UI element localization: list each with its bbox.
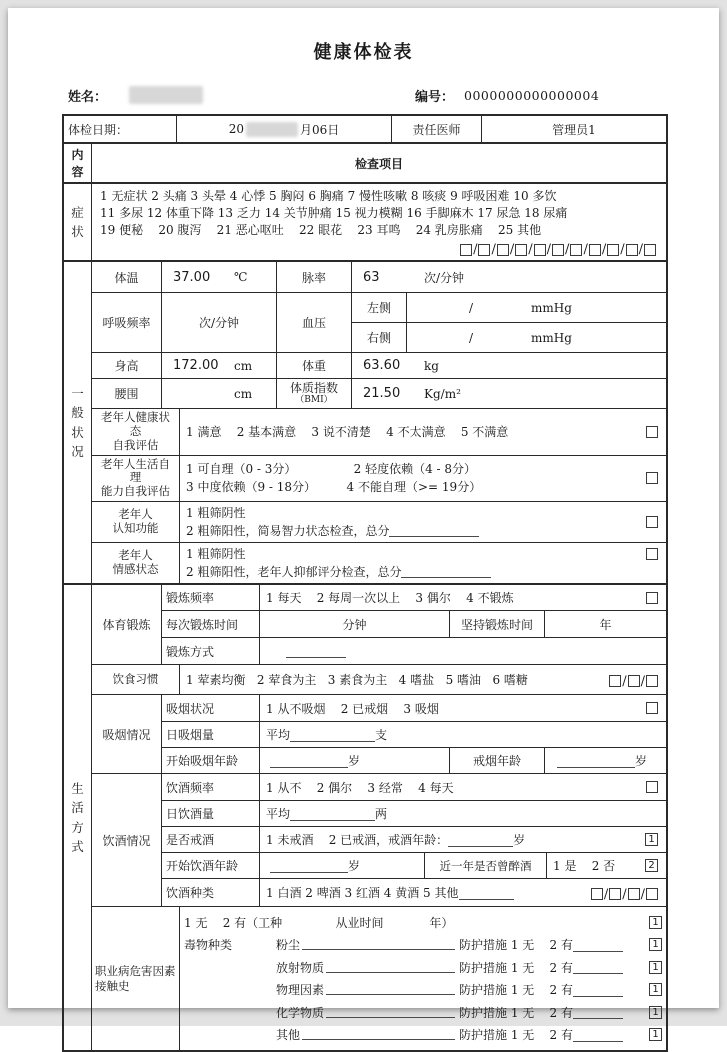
exercise-time-unit: 分钟 — [342, 617, 367, 632]
toxin-name: 化学物质 — [276, 1005, 325, 1020]
exercise-mode-row — [162, 637, 666, 664]
elder-health-label-line2: 自我评估 — [112, 437, 159, 452]
exam-date-prefix: 20 — [228, 122, 244, 136]
smoking-daily-prefix: 平均 — [266, 728, 291, 743]
drinking-quit-unit: 岁 — [513, 833, 526, 848]
drunk-options: 1 是 2 否 — [553, 859, 616, 874]
bp-right-value[interactable] — [407, 323, 666, 352]
drinking-kind-checkbox-group[interactable]: / / / — [514, 887, 660, 902]
elder-health-row — [92, 408, 666, 454]
toxin-row-chemical — [184, 1001, 662, 1024]
protection-text: 防护措施 1 无 2 有 — [459, 1028, 573, 1043]
toxin-indent — [184, 1028, 276, 1042]
toxin-blank[interactable] — [326, 981, 455, 995]
smoking-status-checkbox[interactable] — [646, 702, 658, 714]
bp-left-row — [352, 293, 666, 322]
breathing-unit: 次/分钟 — [198, 316, 240, 331]
bmi-unit: Kg/m² — [424, 386, 461, 401]
toxin-blank[interactable] — [326, 959, 455, 973]
drinking-daily-label: 日饮酒量 — [162, 801, 260, 826]
checkbox[interactable] — [626, 244, 638, 256]
cognition-checkbox[interactable] — [646, 516, 658, 528]
elder-selfcare-options-line1: 1 可自理（0 - 3分） 2 轻度依赖（4 - 8分） — [186, 462, 477, 477]
toxin-indent — [184, 1005, 276, 1019]
items-column-header: 检查项目 — [354, 156, 403, 171]
smoking-quit-blank[interactable] — [557, 754, 635, 768]
temperature-pulse-row — [92, 262, 666, 292]
form-title: 健康体检表 — [313, 42, 414, 63]
smoking-quit-label: 戒烟年龄 — [450, 748, 545, 773]
name-redaction — [129, 86, 203, 104]
diet-row — [92, 664, 666, 694]
serial-label: 编号： — [415, 89, 455, 105]
drinking-daily-row — [162, 800, 666, 826]
protection-blank[interactable] — [573, 1028, 623, 1042]
symptoms-line-3: 19 便秘 20 腹泻 21 恶心呕吐 22 眼花 23 耳鸣 24 乳房胀痛 25 其他 — [100, 223, 542, 238]
emotion-checkbox[interactable] — [646, 548, 658, 560]
content-column-header: 内容 — [64, 144, 92, 182]
table-header-row — [64, 142, 666, 182]
bp-left-label: 左侧 — [352, 293, 407, 322]
height-value-cell — [162, 353, 277, 378]
toxin-indent — [184, 983, 276, 997]
smoking-age-row — [162, 747, 666, 773]
emotion-line1: 1 粗筛阴性 — [186, 547, 246, 562]
bmi-label-cell — [277, 379, 352, 408]
toxin-answer-box[interactable]: 1 — [649, 1006, 662, 1019]
elder-health-options-cell — [180, 409, 666, 454]
weight-unit: kg — [424, 358, 439, 373]
cognition-line2: 2 粗筛阳性，简易智力状态检查，总分 — [186, 522, 646, 540]
drinking-daily-prefix: 平均 — [266, 807, 291, 822]
checkbox[interactable] — [609, 675, 621, 687]
temperature-label: 体温 — [92, 262, 162, 292]
exercise-frequency-options-cell — [260, 585, 666, 610]
drinking-daily-unit: 两 — [375, 807, 388, 822]
smoking-quit-value-cell — [545, 748, 666, 773]
symptoms-section-label: 症状 — [71, 204, 84, 240]
occupational-label-line2: 接触史 — [95, 978, 130, 993]
occupational-label-line1: 职业病危害因素 — [95, 964, 176, 979]
smoking-start-unit: 岁 — [348, 754, 361, 769]
exam-date-suffix: 月06日 — [300, 122, 340, 137]
exam-date-row — [64, 116, 666, 142]
cognition-label — [92, 502, 180, 542]
drinking-kind-label: 饮酒种类 — [162, 879, 260, 906]
cognition-options-cell — [180, 502, 666, 542]
drinking-quit-age-blank[interactable] — [448, 833, 513, 847]
cognition-row — [92, 501, 666, 542]
checkbox[interactable] — [609, 888, 621, 900]
checkbox[interactable] — [478, 244, 490, 256]
drinking-start-label: 开始饮酒年龄 — [162, 853, 260, 878]
checkbox[interactable] — [644, 244, 656, 256]
emotion-line2: 2 粗筛阳性，老年人抑郁评分检查，总分 — [186, 563, 646, 581]
smoking-status-options-cell — [260, 695, 666, 721]
exercise-persist-unit: 年 — [599, 617, 612, 632]
toxin-answer-box[interactable]: 1 — [649, 1028, 662, 1041]
drinking-kind-row — [162, 878, 666, 906]
toxin-name: 物理因素 — [276, 983, 325, 998]
doctor-label: 责任医师 — [392, 116, 482, 142]
waist-unit: cm — [234, 386, 253, 401]
bmi-value[interactable]: 21.50 — [363, 386, 401, 402]
drunk-answer-box[interactable]: 2 — [645, 859, 658, 872]
smoking-group-label: 吸烟情况 — [92, 695, 162, 773]
exam-date-redaction — [246, 122, 298, 137]
exercise-frequency-row — [162, 585, 666, 610]
exercise-mode-label: 锻炼方式 — [162, 638, 260, 664]
toxin-answer-box[interactable]: 1 — [649, 983, 662, 996]
breathing-label: 呼吸频率 — [92, 293, 162, 352]
smoking-quit-unit: 岁 — [635, 754, 648, 769]
weight-value[interactable]: 63.60 — [363, 358, 401, 374]
protection-blank[interactable] — [573, 1005, 623, 1019]
smoking-group — [92, 694, 666, 773]
protection-text: 防护措施 1 无 2 有 — [459, 938, 573, 953]
drinking-frequency-checkbox[interactable] — [646, 781, 658, 793]
drinking-start-value-cell — [260, 853, 425, 878]
general-section-label-cell — [64, 262, 92, 583]
toxin-answer-box[interactable]: 1 — [649, 938, 662, 951]
toxin-indent — [184, 960, 276, 974]
elder-health-label — [92, 409, 180, 454]
temperature-value-cell — [162, 262, 277, 292]
symptoms-line-1: 1 无症状 2 头痛 3 头晕 4 心悸 5 胸闷 6 胸痛 7 慢性咳嗽 8 咳痰 9 呼吸困难 10 多饮 — [100, 189, 557, 203]
general-section-label: 一般状况 — [71, 385, 84, 459]
lifestyle-section-label-cell — [64, 585, 92, 1050]
pulse-value[interactable]: 63 — [363, 269, 380, 285]
exercise-frequency-label: 锻炼频率 — [162, 585, 260, 610]
drinking-frequency-row — [162, 774, 666, 800]
elder-selfcare-label-line2: 能力自我评估 — [101, 484, 170, 499]
exercise-frequency-options: 1 每天 2 每周一次以上 3 偶尔 4 不锻炼 — [266, 591, 514, 606]
diet-label: 饮食习惯 — [92, 665, 180, 694]
exercise-frequency-checkbox[interactable] — [646, 592, 658, 604]
elder-selfcare-label — [92, 456, 180, 501]
emotion-row — [92, 542, 666, 583]
occupational-header-text: 1 无 2 有（工种 从业时间 年） — [184, 915, 454, 930]
occupational-header-line — [184, 911, 662, 934]
drinking-group — [92, 773, 666, 906]
checkbox[interactable] — [515, 244, 527, 256]
drinking-quit-label: 是否戒酒 — [162, 827, 260, 852]
bp-left-slash: / — [469, 300, 474, 315]
emotion-label — [92, 543, 180, 583]
checkbox[interactable] — [607, 244, 619, 256]
waist-value-cell — [162, 379, 277, 408]
bmi-label: 体质指数 — [289, 381, 338, 396]
occupational-content — [180, 907, 666, 1050]
checkbox[interactable] — [534, 244, 546, 256]
checkbox[interactable] — [646, 888, 658, 900]
bmi-label-sub: （BMI） — [295, 395, 333, 406]
protection-text: 防护措施 1 无 2 有 — [459, 960, 573, 975]
toxin-row-radiation — [184, 956, 662, 979]
drinking-start-age-row — [162, 852, 666, 878]
name-serial-row — [8, 84, 719, 106]
elder-selfcare-checkbox[interactable] — [646, 472, 658, 484]
smoking-daily-value-cell — [260, 722, 666, 747]
elder-health-options: 1 满意 2 基本满意 3 说不清楚 4 不太满意 5 不满意 — [186, 425, 509, 440]
exercise-group — [92, 585, 666, 664]
cognition-score-blank[interactable] — [389, 523, 479, 537]
name-label: 姓名： — [68, 89, 108, 105]
toxin-name: 放射物质 — [276, 960, 325, 975]
drinking-kind-options-cell — [260, 879, 666, 906]
checkbox[interactable] — [628, 675, 640, 687]
lifestyle-section — [64, 583, 666, 1050]
checkbox[interactable] — [589, 244, 601, 256]
occupational-header-answer-box[interactable]: 1 — [649, 916, 662, 929]
drinking-daily-blank[interactable] — [290, 807, 375, 821]
elder-health-checkbox[interactable] — [646, 426, 658, 438]
bp-left-value[interactable] — [407, 293, 666, 322]
height-value[interactable]: 172.00 — [173, 358, 219, 374]
emotion-score-blank[interactable] — [401, 564, 491, 578]
diet-checkbox-group[interactable]: / / — [528, 674, 660, 689]
bmi-value-cell — [352, 379, 666, 408]
smoking-daily-label: 日吸烟量 — [162, 722, 260, 747]
smoking-start-value-cell — [260, 748, 450, 773]
cognition-label-line2: 认知功能 — [112, 521, 159, 536]
bp-right-unit: mmHg — [531, 330, 572, 345]
smoking-start-blank[interactable] — [270, 754, 348, 768]
smoking-daily-unit: 支 — [375, 728, 388, 743]
drinking-kind-other-blank[interactable] — [459, 886, 514, 900]
height-weight-row — [92, 352, 666, 378]
bp-left-unit: mmHg — [531, 300, 572, 315]
drinking-quit-options: 1 未戒酒 2 已戒酒，戒酒年龄： — [266, 833, 449, 848]
toxin-column-label: 毒物种类 — [184, 938, 233, 953]
emotion-options-cell — [180, 543, 666, 583]
toxin-row-physical — [184, 979, 662, 1002]
breathing-bp-row — [92, 292, 666, 352]
elder-selfcare-row — [92, 455, 666, 501]
toxin-blank[interactable] — [302, 1026, 455, 1040]
exercise-mode-blank[interactable] — [286, 644, 346, 658]
emotion-label-line1: 老年人 — [118, 548, 153, 563]
smoking-daily-row — [162, 721, 666, 747]
smoking-daily-blank[interactable] — [290, 728, 375, 742]
toxin-blank[interactable] — [302, 936, 455, 950]
toxin-name: 其他 — [276, 1028, 301, 1043]
protection-text: 防护措施 1 无 2 有 — [459, 1005, 573, 1020]
cognition-label-line1: 老年人 — [118, 507, 153, 522]
occupational-label — [92, 907, 180, 1050]
weight-label: 体重 — [277, 353, 352, 378]
general-status-section — [64, 260, 666, 583]
exercise-time-value-cell[interactable] — [260, 611, 450, 637]
toxin-row-dust — [184, 934, 662, 957]
toxin-row-other — [184, 1024, 662, 1047]
checkbox[interactable] — [460, 244, 472, 256]
symptoms-section-label-cell — [64, 184, 92, 260]
drinking-quit-options-cell — [260, 827, 666, 852]
smoking-status-label: 吸烟状况 — [162, 695, 260, 721]
drinking-daily-value-cell — [260, 801, 666, 826]
pulse-label: 脉率 — [277, 262, 352, 292]
waist-bmi-row — [92, 378, 666, 408]
exam-date-value — [177, 116, 392, 142]
blood-pressure-label: 血压 — [277, 293, 352, 352]
toxin-answer-box[interactable]: 1 — [649, 961, 662, 974]
form-page — [8, 8, 719, 1043]
checkbox[interactable] — [570, 244, 582, 256]
smoking-start-label: 开始吸烟年龄 — [162, 748, 260, 773]
diet-options: 1 荤素均衡 2 荤食为主 3 素食为主 4 嗜盐 5 嗜油 6 嗜糖 — [186, 673, 528, 688]
height-unit: cm — [234, 358, 253, 373]
drinking-frequency-options-cell — [260, 774, 666, 800]
elder-selfcare-options-line2: 3 中度依赖（9 - 18分） 4 不能自理（>= 19分） — [186, 480, 482, 495]
drinking-quit-answer-box[interactable]: 1 — [645, 833, 658, 846]
symptoms-section — [64, 182, 666, 260]
exercise-time-label: 每次锻炼时间 — [162, 611, 260, 637]
drunk-options-cell — [547, 853, 666, 878]
waist-label: 腰围 — [92, 379, 162, 408]
drinking-quit-row — [162, 826, 666, 852]
emotion-label-line2: 情感状态 — [112, 562, 159, 577]
drinking-frequency-label: 饮酒频率 — [162, 774, 260, 800]
checkbox[interactable] — [646, 675, 658, 687]
protection-blank[interactable] — [573, 960, 623, 974]
exam-form-table — [62, 114, 668, 1052]
symptoms-checkbox-group[interactable]: / / / / / / / / / / — [100, 242, 658, 257]
blood-pressure-values — [352, 293, 666, 352]
protection-blank[interactable] — [573, 938, 623, 952]
symptoms-content — [92, 184, 666, 260]
checkbox[interactable] — [628, 888, 640, 900]
symptoms-line-2: 11 多尿 12 体重下降 13 乏力 14 关节肿痛 15 视力模糊 16 手脚麻木 17 尿急 18 尿痛 — [100, 206, 568, 221]
smoking-status-row — [162, 695, 666, 721]
exam-date-label: 体检日期： — [64, 116, 177, 142]
weight-value-cell — [352, 353, 666, 378]
drinking-frequency-options: 1 从不 2 偶尔 3 经常 4 每天 — [266, 780, 454, 795]
protection-text: 防护措施 1 无 2 有 — [459, 983, 573, 998]
exercise-mode-value-cell — [260, 638, 666, 664]
cognition-line1: 1 粗筛阴性 — [186, 506, 246, 521]
toxin-blank[interactable] — [326, 1004, 455, 1018]
elder-health-label-line1: 老年人健康状态 — [101, 410, 170, 439]
drinking-start-unit: 岁 — [348, 859, 361, 874]
diet-options-cell — [180, 665, 666, 694]
smoking-status-options: 1 从不吸烟 2 已戒烟 3 吸烟 — [266, 701, 439, 716]
exercise-persist-value-cell[interactable] — [545, 611, 666, 637]
exercise-persist-label: 坚持锻炼时间 — [450, 611, 545, 637]
height-label: 身高 — [92, 353, 162, 378]
drunk-label: 近一年是否曾醉酒 — [425, 853, 547, 878]
occupational-group — [92, 906, 666, 1050]
drinking-kind-options: 1 白酒 2 啤酒 3 红酒 4 黄酒 5 其他 — [266, 886, 459, 901]
checkbox[interactable] — [591, 888, 603, 900]
elder-selfcare-label-line1: 老年人生活自理 — [101, 456, 170, 485]
lifestyle-section-label: 生活方式 — [71, 780, 84, 854]
elder-selfcare-options-cell — [180, 456, 666, 501]
bp-right-slash: / — [469, 330, 474, 345]
checkbox[interactable] — [552, 244, 564, 256]
serial-value: 0000000000000004 — [464, 87, 600, 103]
checkbox[interactable] — [497, 244, 509, 256]
drinking-group-label: 饮酒情况 — [92, 774, 162, 906]
exercise-group-label: 体育锻炼 — [92, 585, 162, 664]
doctor-value: 管理员1 — [552, 122, 596, 137]
protection-blank[interactable] — [573, 983, 623, 997]
bp-right-row — [352, 322, 666, 352]
temperature-unit: ℃ — [234, 270, 248, 285]
drinking-start-blank[interactable] — [270, 859, 348, 873]
toxin-name: 粉尘 — [276, 938, 301, 953]
exercise-time-row — [162, 610, 666, 637]
bp-right-label: 右侧 — [352, 323, 407, 352]
pulse-value-cell — [352, 262, 666, 292]
breathing-value-cell[interactable] — [162, 293, 277, 352]
pulse-unit: 次/分钟 — [424, 270, 465, 285]
temperature-value[interactable]: 37.00 — [173, 269, 211, 285]
